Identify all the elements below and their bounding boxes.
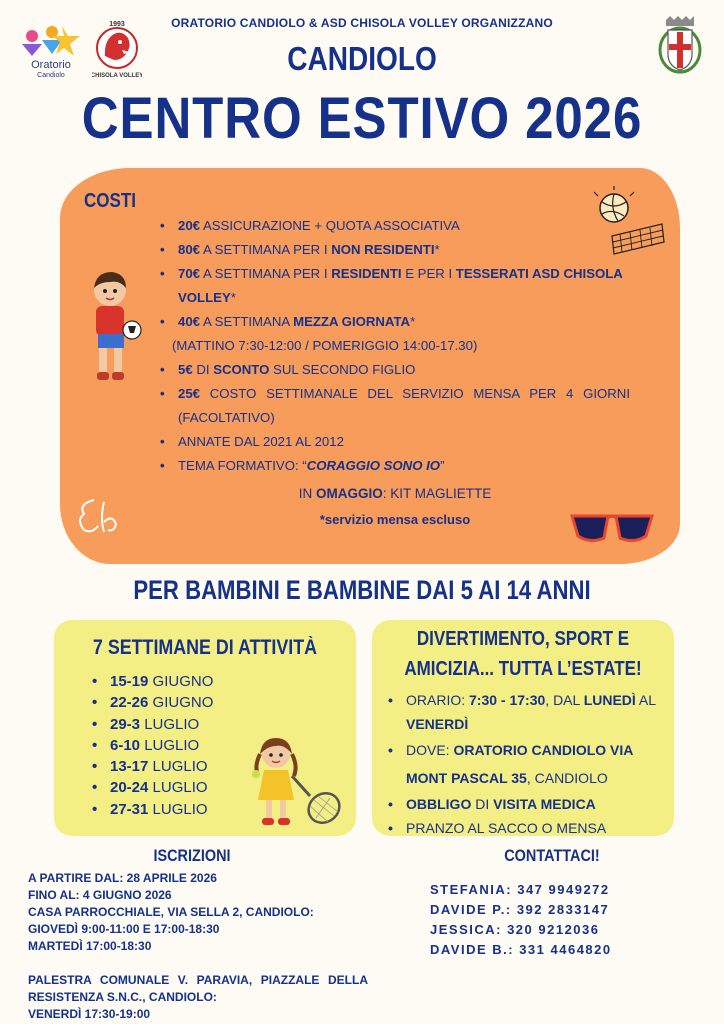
iscrizioni-line: PALESTRA COMUNALE V. PARAVIA, PIAZZALE DELLA RESISTENZA S.N.C., CANDIOLO: — [28, 973, 368, 1004]
town-heading: CANDIOLO — [287, 40, 437, 77]
girl-tennis-illustration — [248, 736, 352, 832]
week-item: • 13-17 LUGLIO — [92, 756, 213, 777]
svg-text:1993: 1993 — [109, 21, 125, 28]
contatti-title: CONTATTACI! — [504, 846, 600, 865]
iscrizioni-line: GIOVEDÌ 9:00-11:00 E 17:00-18:30 — [28, 922, 220, 936]
iscrizioni-line: FINO AL: 4 GIUGNO 2026 — [28, 888, 172, 902]
cost-item: • 40€ A SETTIMANA MEZZA GIORNATA* — [160, 310, 630, 334]
contact-item: DAVIDE B.: 331 4464820 — [430, 942, 612, 957]
cost-item: • 25€ COSTO SETTIMANALE DEL SERVIZIO MENSA PER 4 GIORNI (FACOLTATIVO) — [160, 382, 630, 430]
boy-with-ball-illustration — [84, 270, 144, 388]
svg-text:Candiolo: Candiolo — [37, 72, 65, 78]
cost-item: • ANNATE DAL 2021 AL 2012 — [160, 430, 630, 454]
organizers-line: ORATORIO CANDIOLO & ASD CHISOLA VOLLEY ORGANIZZANO — [171, 16, 553, 30]
costs-list — [160, 214, 630, 478]
iscrizioni-line: A PARTIRE DAL: 28 APRILE 2026 — [28, 871, 217, 885]
week-item: • 22-26 GIUGNO — [92, 692, 213, 713]
page-title: CENTRO ESTIVO 2026 — [81, 86, 643, 151]
week-item: • 20-24 LUGLIO — [92, 777, 213, 798]
contact-item: STEFANIA: 347 9949272 — [430, 882, 610, 897]
iscrizioni-line: MARTEDÌ 17:00-18:30 — [28, 939, 152, 953]
pranzo-item: • PRANZO AL SACCO O MENSA — [388, 816, 670, 840]
week-item: • 29-3 LUGLIO — [92, 714, 213, 735]
iscrizioni-line: VENERDÌ 17:30-19:00 — [28, 1007, 151, 1021]
iscrizioni-text — [28, 870, 368, 1023]
chisola-volley-logo — [92, 18, 142, 80]
cost-item: • TEMA FORMATIVO: “CORAGGIO SONO IO” — [160, 454, 630, 478]
gift-line: IN OMAGGIO: KIT MAGLIETTE — [298, 486, 492, 501]
mensa-note: *servizio mensa escluso — [319, 512, 471, 527]
contatti-list — [430, 880, 612, 960]
dove-item: • DOVE: ORATORIO CANDIOLO VIA MONT PASCAL 35, CANDIOLO — [388, 736, 670, 792]
cost-item: • 5€ DI SCONTO SUL SECONDO FIGLIO — [160, 358, 630, 382]
iscrizioni-title: ISCRIZIONI — [153, 846, 231, 865]
iscrizioni-line: CASA PARROCCHIALE, VIA SELLA 2, CANDIOLO: — [28, 905, 314, 919]
info-list — [388, 688, 670, 840]
half-day-note: (MATTINO 7:30-12:00 / POMERIGGIO 14:00-17.30) — [172, 338, 478, 353]
age-subtitle: PER BAMBINI E BAMBINE DAI 5 AI 14 ANNI — [133, 575, 591, 605]
cost-item: • 20€ ASSICURAZIONE + QUOTA ASSOCIATIVA — [160, 214, 630, 238]
week-item: • 6-10 LUGLIO — [92, 735, 213, 756]
svg-text:Oratorio: Oratorio — [31, 59, 71, 71]
town-crest-icon — [656, 14, 704, 76]
iscrizioni-spacer — [28, 955, 368, 972]
week-item: • 27-31 LUGLIO — [92, 799, 213, 820]
svg-text:CHISOLA VOLLEY: CHISOLA VOLLEY — [92, 73, 142, 79]
costs-title: COSTI — [84, 190, 136, 212]
signature-doodle-icon — [74, 494, 124, 538]
info-card-title: DIVERTIMENTO, SPORT E AMICIZIA... TUTTA L’ESTATE! — [404, 628, 642, 680]
obbligo-item: • OBBLIGO DI VISITA MEDICA — [388, 792, 670, 816]
contact-item: DAVIDE P.: 392 2833147 — [430, 902, 610, 917]
orario-item: • ORARIO: 7:30 - 17:30, DAL LUNEDÌ AL VENERDÌ — [388, 688, 670, 736]
week-item: • 15-19 GIUGNO — [92, 671, 213, 692]
cost-item: • 70€ A SETTIMANA PER I RESIDENTI E PER I TESSERATI ASD CHISOLA VOLLEY* — [160, 262, 630, 310]
weeks-title: 7 SETTIMANE DI ATTIVITÀ — [92, 636, 318, 659]
weeks-list — [92, 671, 213, 820]
oratorio-logo — [18, 22, 84, 78]
cost-item: • 80€ A SETTIMANA PER I NON RESIDENTI* — [160, 238, 630, 262]
contact-item: JESSICA: 320 9212036 — [430, 922, 600, 937]
